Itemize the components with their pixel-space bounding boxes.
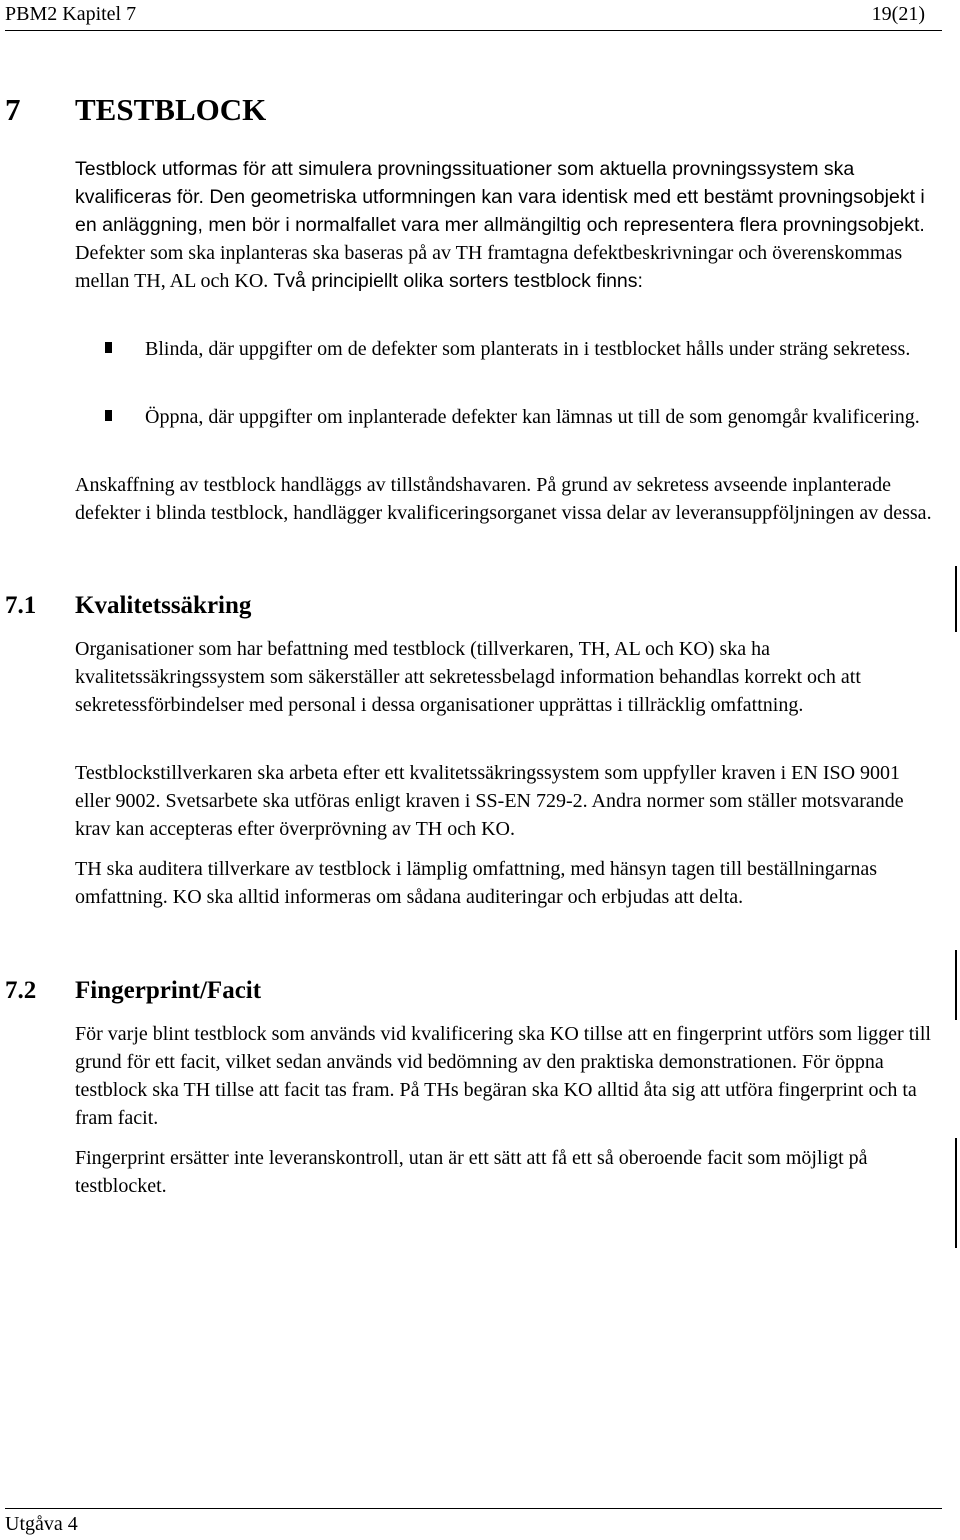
revision-bar: [955, 1138, 957, 1248]
intro-text-serif: Defekter som ska inplanteras ska baseras på av TH framtagna defektbeskrivningar och överenskommas mellan TH, AL och KO.: [75, 242, 903, 292]
bullet-text: Öppna, där uppgifter om inplanterade defekter kan lämnas ut till de som genomgår kvalificering.: [145, 406, 920, 428]
section-7-2-paragraph: För varje blint testblock som används vid kvalificering ska KO tillse att en fingerprint utförs som ligger till grund för ett facit, vilket sedan används vid bedömning av den praktiska demonstrationen. För öppna testblock ska TH tillse att facit tas fram. På THs begäran ska KO alltid åta sig att utföra fingerprint och ta fram facit.: [75, 1023, 931, 1129]
header-rule: [5, 30, 942, 31]
footer-rule: [5, 1508, 942, 1509]
bullet-marker-icon: [105, 342, 112, 353]
intro-text-sans: Testblock utformas för att simulera provningssituationer som aktuella provningssystem ska kvalificeras för. Den geometriska utformningen kan vara identisk med ett bestämt provningsobjekt i en anläggning, men bör i normalfallet vara mer allmängiltig och representera flera provningsobjekt.: [75, 158, 925, 236]
section-number: 7.1: [5, 592, 37, 619]
section-title: Kvalitetssäkring: [75, 592, 252, 619]
intro-text-sans-end: Två principiellt olika sorters testblock finns:: [268, 270, 643, 292]
header-chapter: PBM2 Kapitel 7: [5, 3, 137, 25]
chapter-number: 7: [5, 92, 21, 127]
revision-bar: [955, 950, 957, 1020]
section-heading-7-2: [5, 977, 261, 1005]
section-7-1-paragraph: Organisationer som har befattning med testblock (tillverkaren, TH, AL och KO) ska ha kvalitetssäkringssystem som säkerställer att sekretessbelagd information behandlas korrekt och att sekretessförbindelser med personal i dessa organisationer upprättas i tillräcklig omfattning.: [75, 638, 861, 716]
section-title: Fingerprint/Facit: [75, 977, 262, 1004]
chapter-title: TESTBLOCK: [75, 92, 267, 127]
section-7-1-paragraph: Testblockstillverkaren ska arbeta efter ett kvalitetssäkringssystem som uppfyller kraven i EN ISO 9001 eller 9002. Svetsarbete ska utföras enligt kraven i SS-EN 729-2. Andra normer som ställer motsvarande krav kan accepteras efter överprövning av TH och KO.: [75, 762, 904, 840]
bullet-item: [75, 335, 940, 363]
footer-edition: Utgåva 4: [5, 1513, 78, 1535]
section-heading-7-1: [5, 592, 251, 620]
page-header: [5, 3, 942, 27]
header-page-number: 19(21): [871, 3, 925, 25]
section-7-1-paragraph: TH ska auditera tillverkare av testblock i lämplig omfattning, med hänsyn tagen till beställningarnas omfattning. KO ska alltid informeras om sådana auditeringar och erbjudas att delta.: [75, 858, 878, 908]
section-number: 7.2: [5, 977, 37, 1004]
chapter-heading: [5, 92, 266, 128]
revision-bar: [955, 566, 957, 632]
section-7-2-paragraph: Fingerprint ersätter inte leveranskontroll, utan är ett sätt att få ett så oberoende facit som möjligt på testblocket.: [75, 1147, 868, 1197]
acquisition-paragraph: Anskaffning av testblock handläggs av tillståndshavaren. På grund av sekretess avseende inplanterade defekter i blinda testblock, handlägger kvalificeringsorganet vissa delar av leveransuppföljningen av dessa.: [75, 474, 932, 524]
bullet-marker-icon: [105, 410, 112, 421]
bullet-item: [75, 403, 940, 431]
bullet-text: Blinda, där uppgifter om de defekter som planterats in i testblocket hålls under sträng sekretess.: [145, 338, 911, 360]
intro-paragraph: [75, 155, 940, 295]
